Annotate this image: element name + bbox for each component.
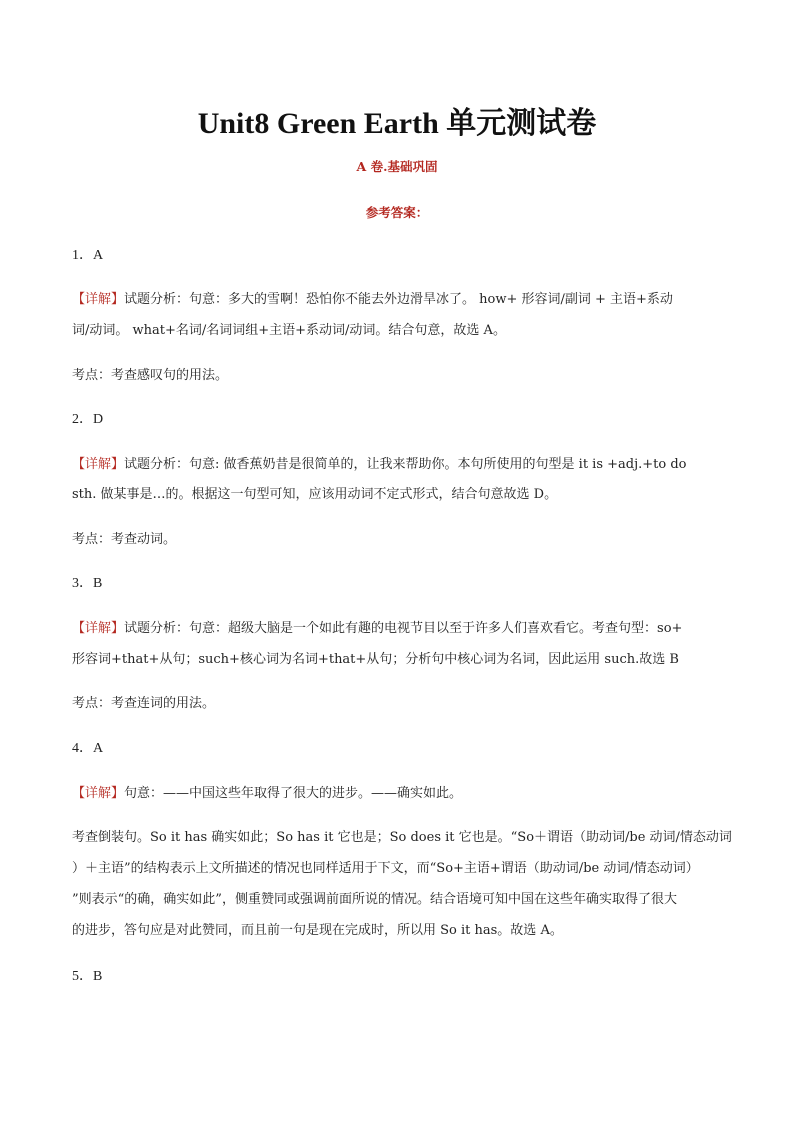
question-number: 1．A — [72, 248, 104, 263]
analysis-text: 试题分析：句意: 做香蕉奶昔是很简单的，让我来帮助你。本句所使用的句型是 it is +adj.+to do — [124, 457, 687, 472]
question-number: 4．A — [72, 741, 104, 756]
analysis-line — [72, 455, 732, 475]
explanation-line: 的进步，答句应是对此赞同，而且前一句是现在完成时，所以用 So it has。故选 A。 — [72, 923, 563, 938]
analysis-line: 词/动词。 what+名词/名词词组+主语+系动词/动词。结合句意，故选 A。 — [72, 323, 506, 338]
page-title: Unit8 Green Earth 单元测试卷 — [197, 107, 597, 140]
detail-tag: 【详解】 — [72, 786, 125, 801]
analysis-line — [72, 784, 732, 804]
explanation-line: 考查倒装句。So it has 确实如此；So has it 它也是；So does it 它也是。“So＋谓语（助动词/be 动词/情态动词 — [72, 830, 732, 845]
exam-point: 考点：考查感叹句的用法。 — [72, 368, 229, 383]
explanation-line: ）＋主语”的结构表示上文所描述的情况也同样适用于下文，而“So+主语+谓语（助动词/be 动词/情态动词） — [72, 861, 699, 876]
analysis-text: 句意：——中国这些年取得了很大的进步。——确实如此。 — [124, 786, 463, 801]
analysis-line: sth. 做某事是…的。根据这一句型可知，应该用动词不定式形式，结合句意故选 D。 — [72, 487, 558, 502]
analysis-text: 试题分析：句意：多大的雪啊！恐怕你不能去外边滑旱冰了。 how+ 形容词/副词 + 主语+系动 — [124, 292, 673, 307]
detail-tag: 【详解】 — [72, 292, 125, 307]
answers-heading: 参考答案： — [365, 205, 429, 220]
question-number: 5．B — [72, 969, 103, 984]
explanation-line: ”则表示“的确，确实如此”，侧重赞同或强调前面所说的情况。结合语境可知中国在这些年确实取得了很大 — [72, 892, 677, 907]
detail-tag: 【详解】 — [72, 457, 125, 472]
exam-point: 考点：考查连词的用法。 — [72, 696, 216, 711]
detail-tag: 【详解】 — [72, 621, 125, 636]
analysis-line — [72, 290, 732, 310]
analysis-text: 试题分析：句意：超级大脑是一个如此有趣的电视节目以至于许多人们喜欢看它。考查句型：so+ — [124, 621, 683, 636]
analysis-line: 形容词+that+从句；such+核心词为名词+that+从句；分析句中核心词为名词，因此运用 such.故选 B — [72, 652, 679, 667]
question-number: 3．B — [72, 576, 103, 591]
exam-point: 考点：考查动词。 — [72, 532, 177, 547]
section-heading: A 卷.基础巩固 — [356, 159, 438, 174]
analysis-line — [72, 619, 732, 639]
question-number: 2．D — [72, 412, 104, 427]
